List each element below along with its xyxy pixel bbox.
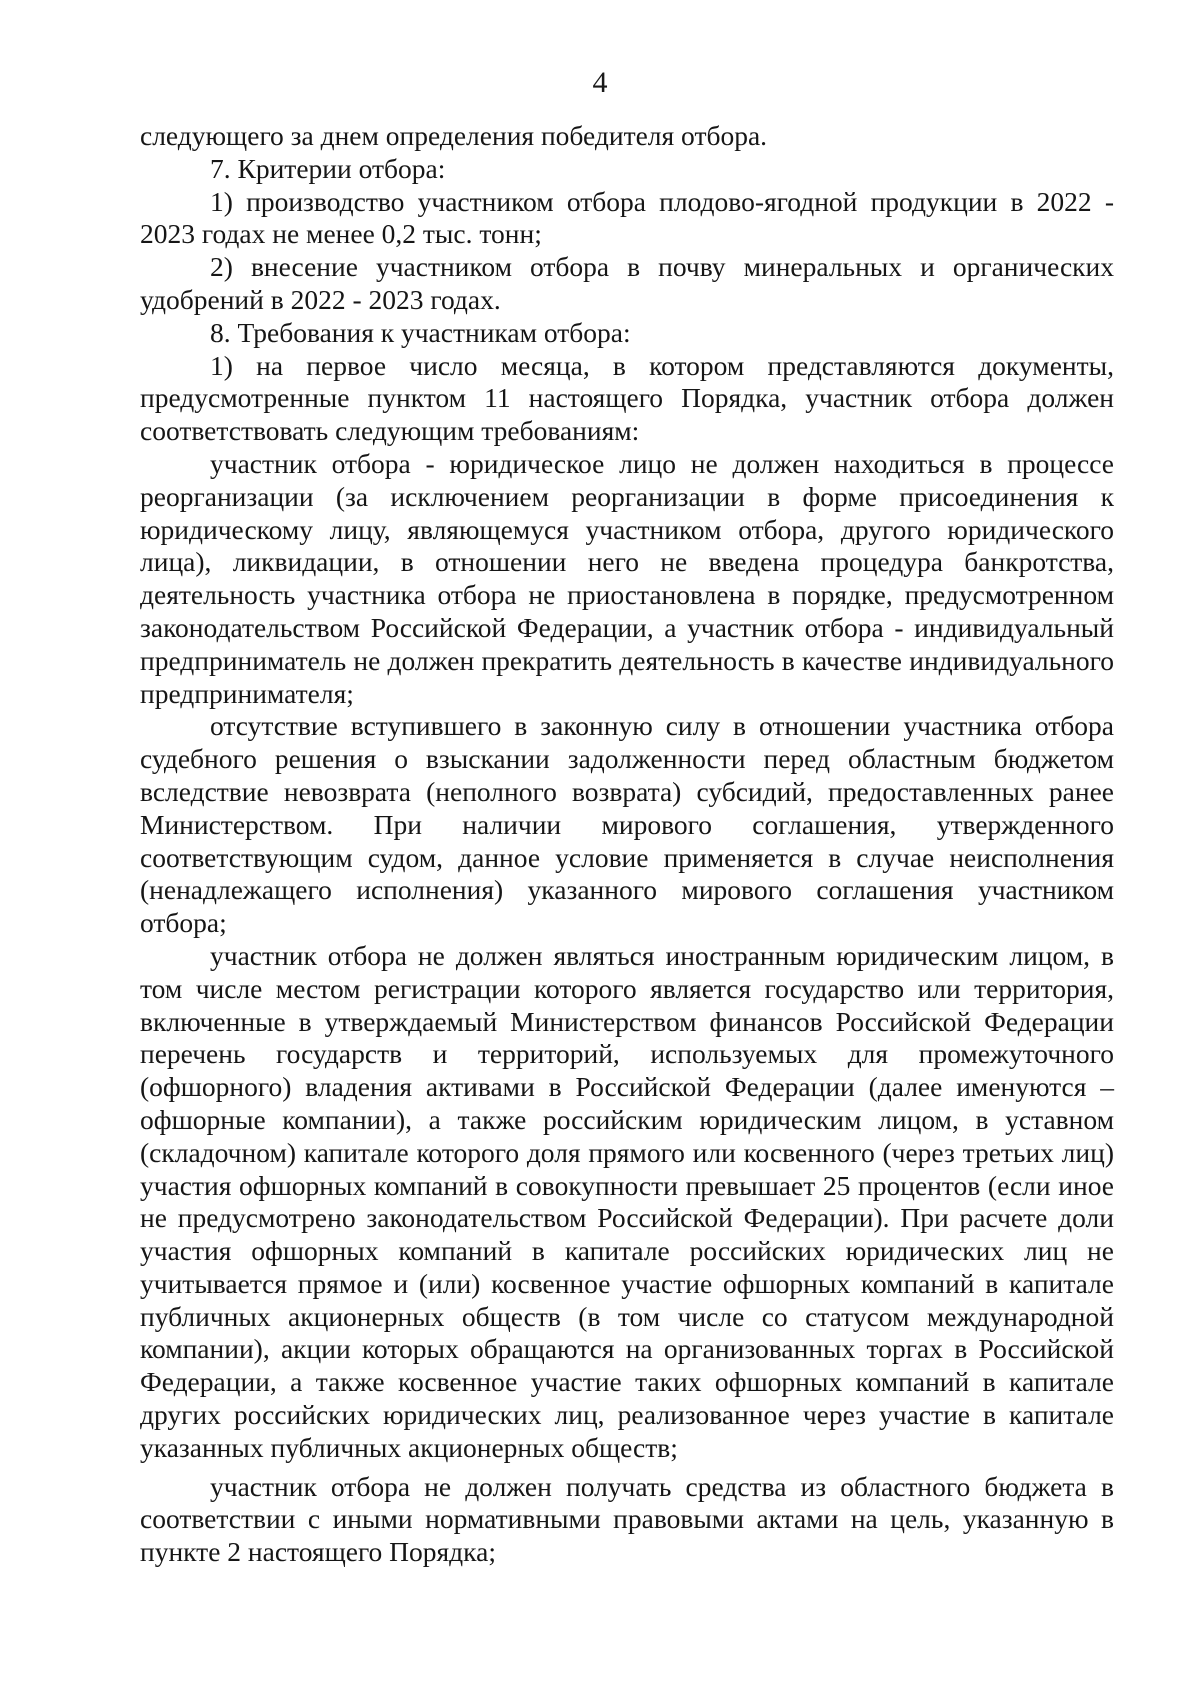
paragraph-criterion-1: 1) производство участником отбора плодово-ягодной продукции в 2022 - 2023 годах не менее 0,2 тыс. тонн; bbox=[140, 185, 1114, 250]
paragraph-court-decision-requirement: отсутствие вступившего в законную силу в отношении участника отбора судебного решения о взыскании задолженности перед областным бюджетом вследствие невозврата (неполного возврата) субсидий, предоставленных ранее Министерством. При наличии мирового соглашения, утвержденного соответствующим судом, данное условие применяется в случае неисполнения (ненадлежащего исполнения) указанного мирового соглашения участником отбора; bbox=[140, 710, 1114, 939]
paragraph-selection-criteria-heading: 7. Критерии отбора: bbox=[210, 152, 446, 184]
paragraph-budget-funds-requirement: участник отбора не должен получать средства из областного бюджета в соответствии с иными нормативными правовыми актами на цель, указанную в пункте 2 настоящего Порядка; bbox=[140, 1470, 1114, 1568]
paragraph-legal-entity-requirement: участник отбора - юридическое лицо не должен находиться в процессе реорганизации (за исключением реорганизации в форме присоединения к юридическому лицу, являющемуся участником отбора, другого юридического лица), ликвидации, в отношении него не введена процедура банкротства, деятельность участника отбора не приостановлена в порядке, предусмотренном законодательством Российской Федерации, а участник отбора - индивидуальный предприниматель не должен прекратить деятельность в качестве индивидуального предпринимателя; bbox=[140, 447, 1114, 709]
page-number: 4 bbox=[592, 66, 608, 99]
paragraph-requirement-1: 1) на первое число месяца, в котором представляются документы, предусмотренные пунктом 11 настоящего Порядка, участник отбора должен соответствовать следующим требованиям: bbox=[140, 349, 1114, 447]
paragraph-requirements-heading: 8. Требования к участникам отбора: bbox=[210, 316, 631, 348]
document-body bbox=[140, 120, 1114, 1569]
paragraph-offshore-requirement: участник отбора не должен являться иностранным юридическим лицом, в том числе местом регистрации которого является государство или территория, включенные в утверждаемый Министерством финансов Российской Федерации перечень государств и территорий, используемых для промежуточного (офшорного) владения активами в Российской Федерации (далее именуются – офшорные компании), а также российским юридическим лицом, в уставном (складочном) капитале которого доля прямого или косвенного (через третьих лиц) участия офшорных компаний в совокупности превышает 25 процентов (если иное не предусмотрено законодательством Российской Федерации). При расчете доли участия офшорных компаний в капитале российских юридических лиц не учитывается прямое и (или) косвенное участие офшорных компаний в капитале публичных акционерных обществ (в том числе со статусом международной компании), акции которых обращаются на организованных торгах в Российской Федерации, а также косвенное участие таких офшорных компаний в капитале других российских юридических лиц, реализованное через участие в капитале указанных публичных акционерных обществ; bbox=[140, 939, 1114, 1463]
paragraph-criterion-2: 2) внесение участником отбора в почву минеральных и органических удобрений в 2022 - 2023 годах. bbox=[140, 251, 1114, 315]
paragraph-continuation: следующего за днем определения победителя отбора. bbox=[140, 120, 768, 151]
